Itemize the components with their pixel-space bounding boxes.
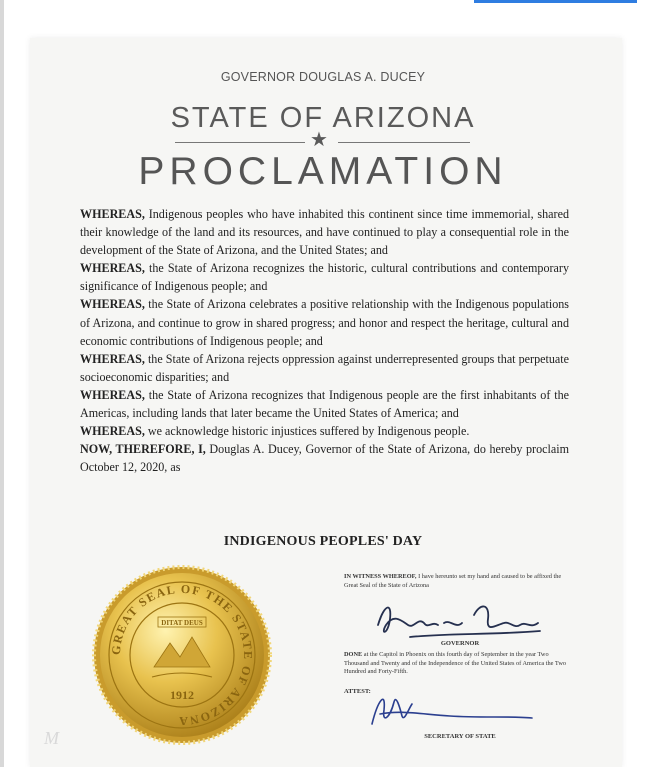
- top-accent-bar: [474, 0, 637, 3]
- paragraph-lead: WHEREAS,: [80, 261, 145, 276]
- state-heading: STATE OF ARIZONA: [170, 102, 476, 134]
- paragraph-lead: WHEREAS,: [80, 351, 145, 366]
- paragraph-text: Douglas A. Ducey, Governor of the State of Arizona, do hereby proclaim October 12, 2020, as: [80, 442, 569, 475]
- proclamation-body: [80, 205, 569, 476]
- proclamation-heading: PROCLAMATION: [138, 150, 508, 193]
- paragraph-lead: WHEREAS,: [80, 297, 145, 312]
- governor-label: GOVERNOR: [440, 640, 480, 647]
- witness-statement: [344, 573, 574, 590]
- whereas-paragraph-5: [80, 386, 569, 422]
- whereas-paragraph-3: [80, 295, 569, 349]
- governor-signature-stroke: [378, 606, 540, 637]
- day-title: INDIGENOUS PEOPLES' DAY: [223, 534, 423, 549]
- seal-ring-text: GREAT SEAL OF THE STATE OF ARIZONA: [108, 581, 256, 729]
- secretary-signature-stroke: [372, 699, 532, 724]
- paragraph-text: the State of Arizona rejects oppression against underrepresented groups that perpetuate socioeconomic disparities; and: [80, 351, 569, 384]
- paragraph-text: Indigenous peoples who have inhabited this continent since time immemorial, shared their knowledge of the land and its resources, and have continued to play a consequential role in the development of the State of Arizona, and the United States; and: [80, 207, 569, 258]
- governor-name-line: GOVERNOR DOUGLAS A. DUCEY: [220, 70, 426, 84]
- paragraph-text: the State of Arizona recognizes the historic, cultural contributions and contemporary significance of Indigenous people; and: [80, 261, 569, 294]
- done-statement: [344, 651, 574, 677]
- whereas-paragraph-6: [80, 422, 569, 440]
- witness-lead: IN WITNESS WHEREOF,: [344, 573, 417, 580]
- gold-seal-icon: [92, 565, 272, 745]
- whereas-paragraph-2: [80, 259, 569, 295]
- watermark: M: [44, 728, 59, 748]
- done-body: at the Capitol in Phoenix on this fourth day of September in the year Two Thousand and Twenty and of the Independence of the United States of America the Two Hundred and Forty-Fifth.: [344, 651, 567, 675]
- whereas-paragraph-4: [80, 350, 569, 386]
- whereas-paragraph-1: [80, 205, 569, 259]
- done-lead: DONE: [344, 651, 363, 658]
- secretary-label: SECRETARY OF STATE: [424, 733, 496, 740]
- star-icon: ★: [310, 129, 328, 151]
- seal-motto: DITAT DEUS: [161, 619, 203, 627]
- paragraph-lead: WHEREAS,: [80, 207, 145, 221]
- witness-body: I have hereunto set my hand and caused to be affixed the Great Seal of the State of Arizona: [344, 573, 562, 589]
- now-therefore-paragraph: [80, 440, 569, 476]
- paragraph-lead: NOW, THEREFORE, I,: [80, 442, 206, 457]
- paragraph-text: we acknowledge historic injustices suffered by Indigenous people.: [144, 424, 470, 439]
- divider-left: [175, 142, 305, 143]
- paragraph-lead: WHEREAS,: [80, 424, 145, 439]
- secretary-signature-icon: [360, 680, 540, 728]
- divider-right: [338, 142, 470, 143]
- attest-label: ATTEST:: [344, 688, 371, 695]
- seal-year: 1912: [170, 688, 194, 702]
- paragraph-text: the State of Arizona recognizes that Indigenous people are the first inhabitants of the Americas, including lands that later became the United States of America; and: [80, 387, 569, 421]
- paragraph-text: the State of Arizona celebrates a positive relationship with the Indigenous populations of Arizona, and continue to grow in shared progress; and honor and respect the heritage, cultural and economic contributions of Indigenous people; and: [80, 297, 569, 348]
- governor-signature-icon: [370, 595, 550, 643]
- paragraph-lead: WHEREAS,: [80, 387, 145, 402]
